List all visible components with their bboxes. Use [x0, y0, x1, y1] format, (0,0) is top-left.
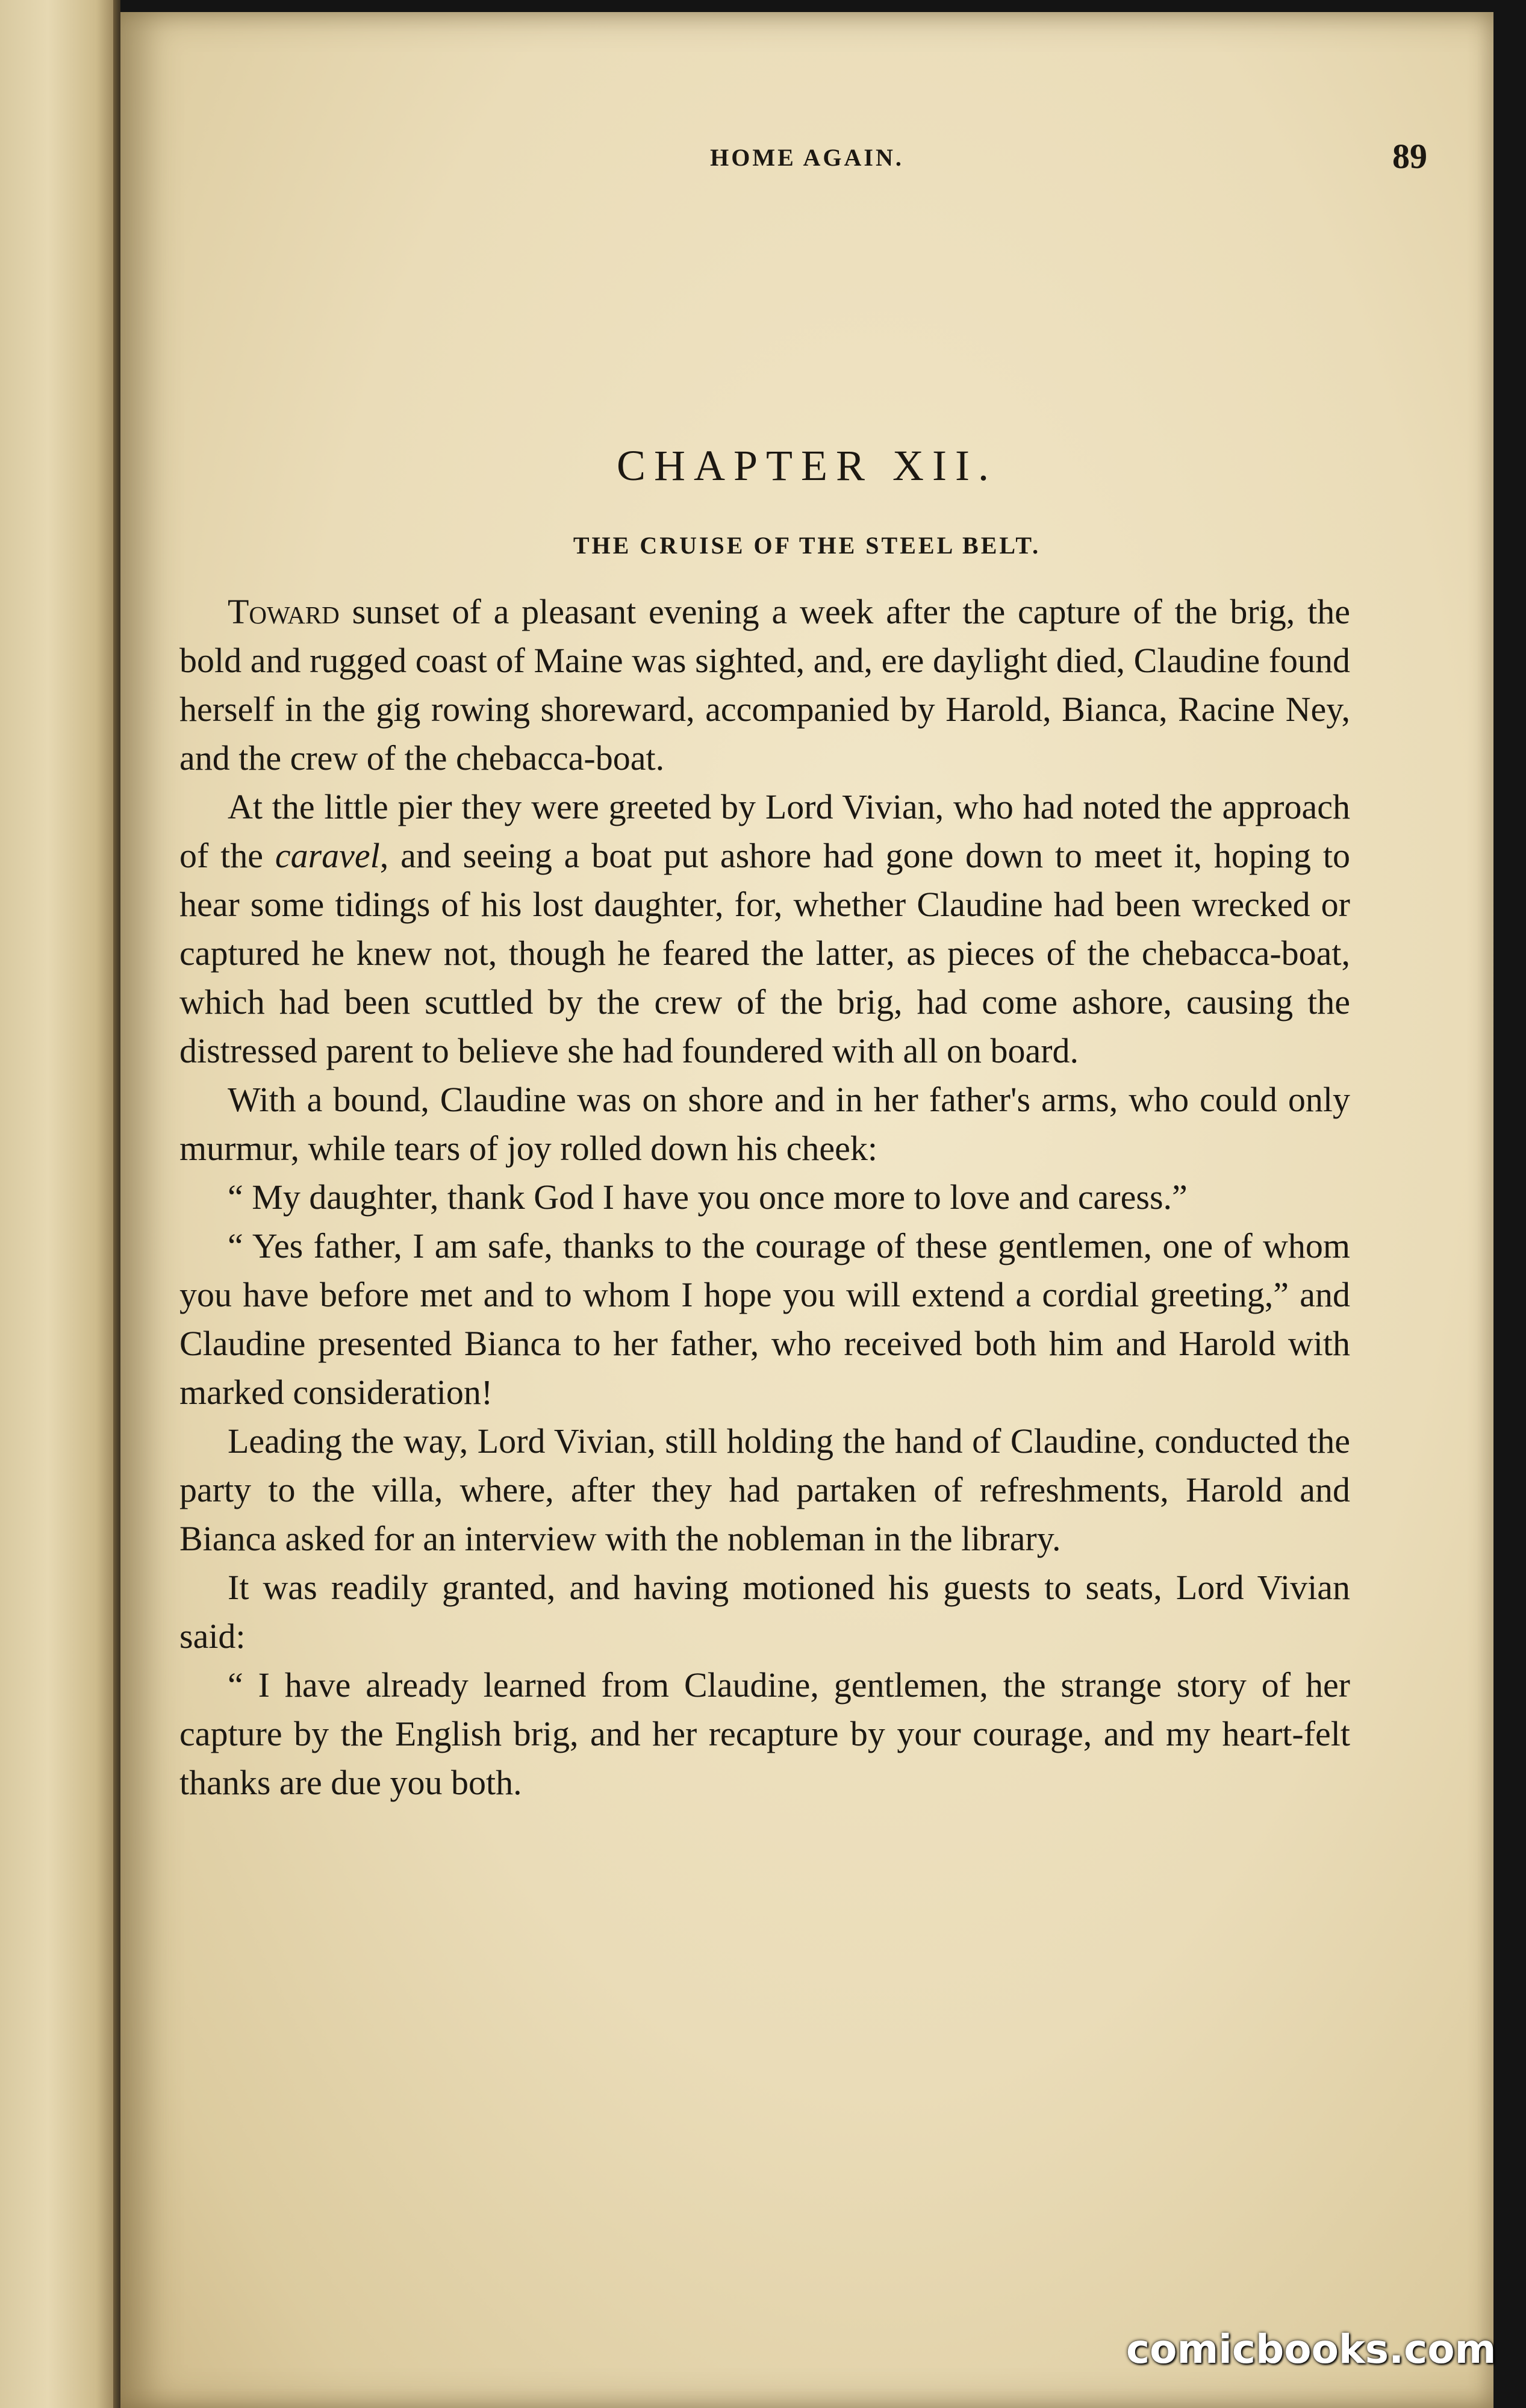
paragraph-text: At the little pier they were greeted by Lord Vivian, who had noted the approach of the — [179, 787, 1350, 875]
paragraph-text: sunset of a pleasant evening a week after the capture of the brig, the bold and rugged coast of Maine was sighted, and, ere daylight died, Claudine found herself in the gig rowing shoreward, accompanied by Harold, Bianca, Racine Ney, and the crew of the chebacca-boat. — [179, 592, 1350, 778]
paragraph-text: , and seeing a boat put ashore had gone down to meet it, hoping to hear some tidings of his lost daughter, for, whether Claudine had been wrecked or captured he knew not, though he feared the latter, as pieces of the chebacca-boat, which had been scuttled by the crew of the brig, had come ashore, causing the distressed parent to believe she had foundered with all on board. — [179, 836, 1350, 1070]
page-number: 89 — [1392, 137, 1427, 176]
paragraph: “ I have already learned from Claudine, gentlemen, the strange story of her capture by the English brig, and her recapture by your courage, and my heart-felt thanks are due you both. — [179, 1665, 1350, 1802]
paragraph: With a bound, Claudine was on shore and in her father's arms, who could only murmur, while tears of joy rolled down his cheek: — [179, 1080, 1350, 1168]
italic-word: caravel — [275, 836, 380, 875]
paragraph — [179, 587, 1350, 782]
paragraph: “ Yes father, I am safe, thanks to the courage of these gentlemen, one of whom you have before met and to whom I hope you will extend a cordial greeting,” and Claudine presented Bianca to her father, who received both him and Harold with marked consideration! — [179, 1226, 1350, 1412]
chapter-title: CHAPTER XII. — [617, 441, 997, 490]
chapter-subtitle: THE CRUISE OF THE STEEL BELT. — [573, 532, 1041, 559]
paragraph-lead: Toward — [228, 592, 340, 631]
book-page — [120, 12, 1493, 2408]
book-gutter — [113, 0, 120, 2408]
paragraph — [179, 782, 1350, 1075]
chapter-body — [179, 587, 1350, 1807]
running-title: HOME AGAIN. — [710, 144, 904, 171]
watermark: comicbooks.com — [1126, 2326, 1496, 2372]
paragraph: Leading the way, Lord Vivian, still holding the hand of Claudine, conducted the party to the villa, where, after they had partaken of refreshments, Harold and Bianca asked for an interview with the nobleman in the library. — [179, 1421, 1350, 1558]
facing-page-edge — [0, 0, 120, 2408]
paragraph: It was readily granted, and having motioned his guests to seats, Lord Vivian said: — [179, 1568, 1350, 1656]
paragraph: “ My daughter, thank God I have you once more to love and caress.” — [228, 1177, 1188, 1217]
